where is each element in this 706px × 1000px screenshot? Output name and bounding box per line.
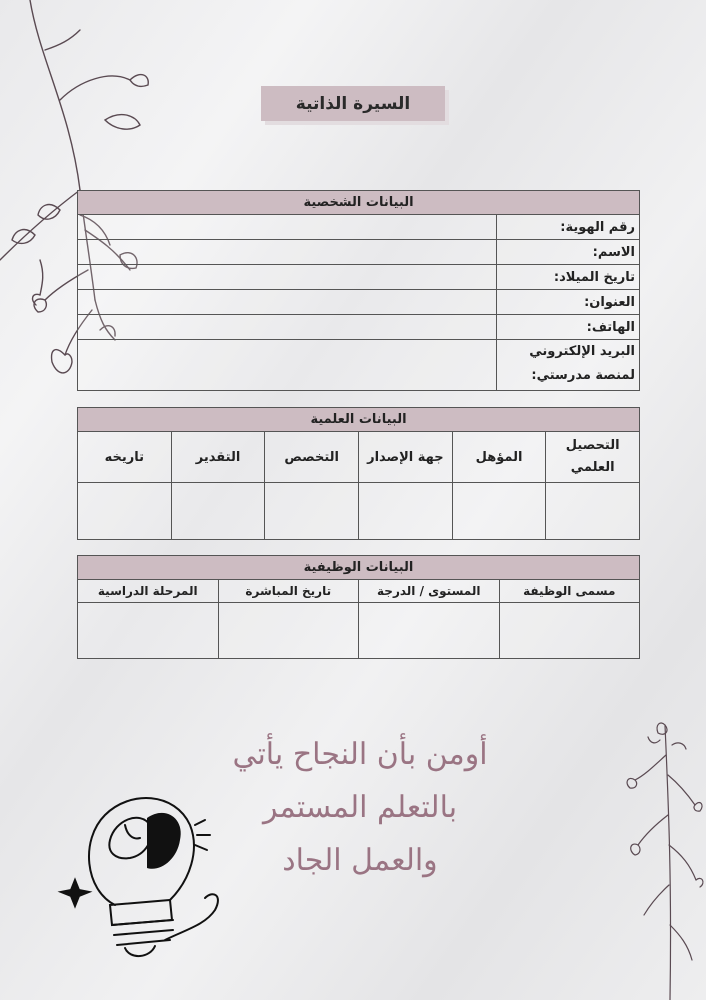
phone-field[interactable] xyxy=(78,315,497,340)
quote-line-3: والعمل الجاد xyxy=(282,843,438,878)
job-data-table xyxy=(77,555,640,659)
academic-col-qualification: المؤهل xyxy=(452,432,546,483)
page-title: السيرة الذاتية xyxy=(261,86,445,121)
academic-col-attainment xyxy=(546,432,640,483)
quote-line-2: بالتعلم المستمر xyxy=(262,790,458,825)
email-field[interactable] xyxy=(78,340,497,391)
job-col-start-date: تاريخ المباشرة xyxy=(218,580,359,603)
academic-cell-attainment[interactable] xyxy=(546,483,640,540)
academic-cell-grade[interactable] xyxy=(171,483,265,540)
phone-label: الهاتف: xyxy=(497,315,640,340)
academic-col-attainment-line1: التحصيل xyxy=(565,438,620,453)
job-cell-title[interactable] xyxy=(499,603,640,659)
job-col-title: مسمى الوظيفة xyxy=(499,580,640,603)
academic-data-table xyxy=(77,407,640,540)
academic-cell-date[interactable] xyxy=(78,483,172,540)
id-number-label: رقم الهوية: xyxy=(497,215,640,240)
email-label xyxy=(497,340,640,391)
academic-col-grade: التقدير xyxy=(171,432,265,483)
personal-data-heading: البيانات الشخصية xyxy=(78,191,640,215)
address-label: العنوان: xyxy=(497,290,640,315)
academic-cell-major[interactable] xyxy=(265,483,359,540)
job-data-heading: البيانات الوظيفية xyxy=(78,556,640,580)
name-label: الاسم: xyxy=(497,240,640,265)
job-cell-level[interactable] xyxy=(359,603,500,659)
job-col-level: المستوى / الدرجة xyxy=(359,580,500,603)
id-number-field[interactable] xyxy=(78,215,497,240)
email-label-line2: لمنصة مدرستي: xyxy=(531,368,635,383)
academic-col-issuer: جهة الإصدار xyxy=(359,432,453,483)
academic-col-date: تاريخه xyxy=(78,432,172,483)
floral-branch-bottom-right-icon xyxy=(610,715,706,1000)
academic-cell-issuer[interactable] xyxy=(359,483,453,540)
quote-line-1: أومن بأن النجاح يأتي xyxy=(232,737,488,772)
motivational-quote xyxy=(200,728,520,887)
birth-date-field[interactable] xyxy=(78,265,497,290)
job-cell-start-date[interactable] xyxy=(218,603,359,659)
personal-data-table xyxy=(77,190,640,391)
academic-data-heading: البيانات العلمية xyxy=(78,408,640,432)
academic-cell-qualification[interactable] xyxy=(452,483,546,540)
job-cell-stage[interactable] xyxy=(78,603,219,659)
birth-date-label: تاريخ الميلاد: xyxy=(497,265,640,290)
address-field[interactable] xyxy=(78,290,497,315)
academic-col-attainment-line2: العلمي xyxy=(570,460,615,475)
email-label-line1: البريد الإلكتروني xyxy=(529,344,635,359)
name-field[interactable] xyxy=(78,240,497,265)
academic-col-major: التخصص xyxy=(265,432,359,483)
job-col-stage: المرحلة الدراسية xyxy=(78,580,219,603)
